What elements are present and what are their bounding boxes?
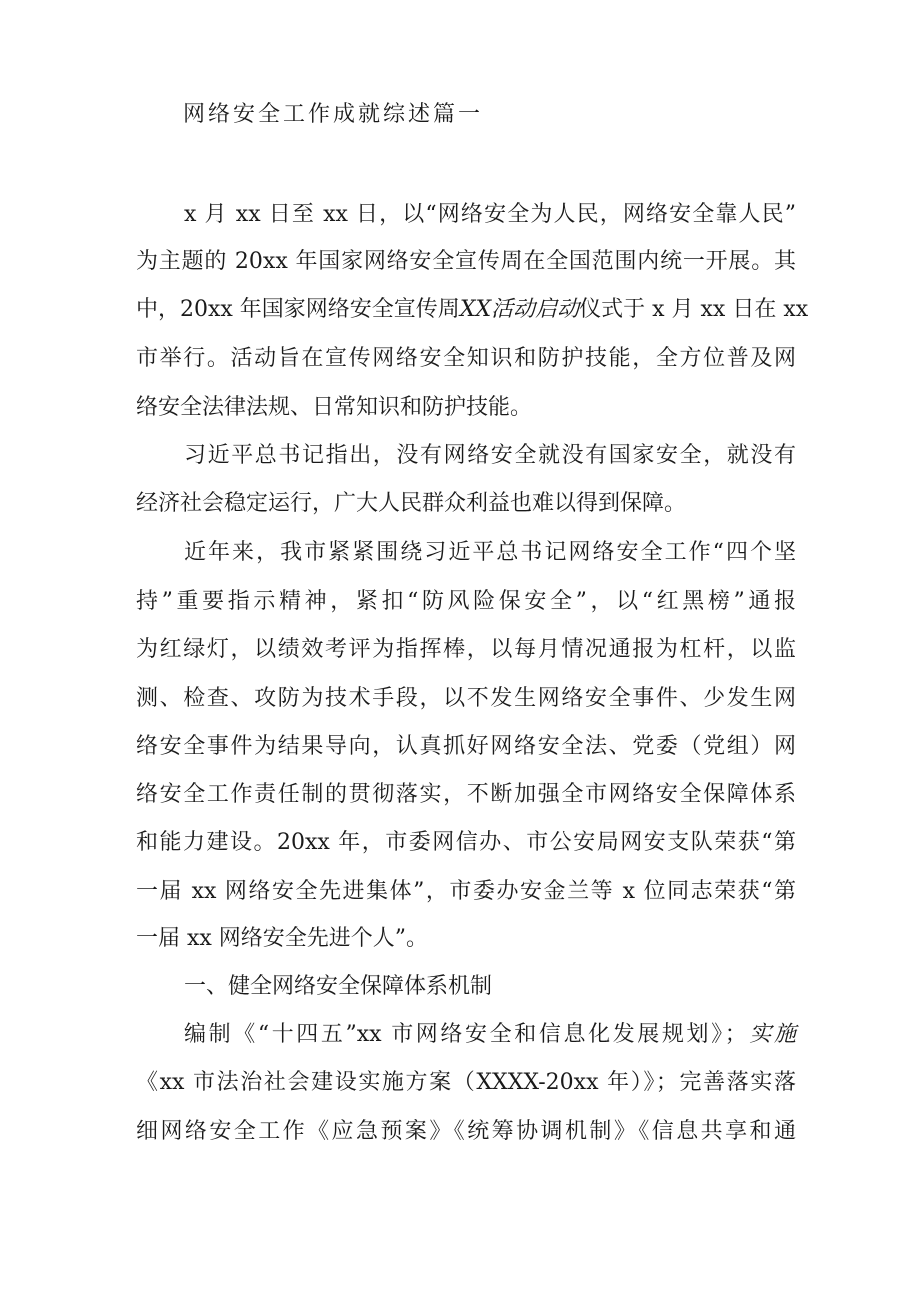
intro-line-2: 为主题的 20xx 年国家网络安全宣传周在全国范围内统一开展。其 bbox=[136, 249, 796, 274]
section-line-1-italic: 实施 bbox=[746, 1022, 796, 1047]
intro-line-3-part-3: 仪式于 x 月 xx 日在 xx bbox=[579, 297, 809, 322]
intro-line-1: x 月 xx 日至 xx 日，以“网络安全为人民，网络安全靠人民” bbox=[184, 202, 796, 227]
achievements-line-2: 持”重要指示精神，紧扣“防风险保安全”，以“红黑榜”通报 bbox=[136, 589, 796, 614]
achievements-line-4: 测、检查、攻防为技术手段，以不发生网络安全事件、少发生网 bbox=[136, 686, 796, 711]
section-line-1 bbox=[184, 1018, 796, 1052]
section-line-3: 细网络安全工作《应急预案》《统筹协调机制》《信息共享和通 bbox=[136, 1119, 796, 1144]
section-line-2: 《xx 市法治社会建设实施方案（XXXX-20xx 年）》；完善落实落 bbox=[136, 1070, 796, 1095]
intro-line-3-italic: XX活动启动 bbox=[459, 297, 580, 322]
document-title: 网络安全工作成就综述篇一 bbox=[183, 102, 484, 127]
achievements-line-7: 和能力建设。20xx 年，市委网信办、市公安局网安支队荣获“第 bbox=[136, 830, 796, 855]
intro-line-4: 市举行。活动旨在宣传网络安全知识和防护技能，全方位普及网 bbox=[136, 346, 796, 371]
section-line-1-part-1: 编制《“十四五”xx 市网络安全和信息化发展规划》； bbox=[184, 1022, 747, 1047]
achievements-line-6: 络安全工作责任制的贯彻落实，不断加强全市网络安全保障体系 bbox=[136, 782, 796, 807]
intro-line-5: 络安全法律法规、日常知识和防护技能。 bbox=[136, 395, 533, 420]
achievements-line-1: 近年来，我市紧紧围绕习近平总书记网络安全工作“四个坚 bbox=[184, 540, 796, 565]
intro-line-3 bbox=[136, 293, 809, 327]
achievements-line-9: 一届 xx 网络安全先进个人”。 bbox=[136, 926, 429, 951]
achievements-line-8: 一届 xx 网络安全先进集体”，市委办安金兰等 x 位同志荣获“第 bbox=[136, 879, 796, 904]
intro-line-3-part-1: 中，20xx 年国家网络安全宣传周 bbox=[136, 297, 460, 322]
achievements-line-3: 为红绿灯，以绩效考评为指挥棒，以每月情况通报为杠杆，以监 bbox=[136, 637, 796, 662]
quote-line-1: 习近平总书记指出，没有网络安全就没有国家安全，就没有 bbox=[184, 443, 796, 468]
section-heading: 一、健全网络安全保障体系机制 bbox=[184, 974, 493, 999]
achievements-line-5: 络安全事件为结果导向，认真抓好网络安全法、党委（党组）网 bbox=[136, 734, 796, 759]
quote-line-2: 经济社会稳定运行，广大人民群众利益也难以得到保障。 bbox=[136, 491, 687, 516]
